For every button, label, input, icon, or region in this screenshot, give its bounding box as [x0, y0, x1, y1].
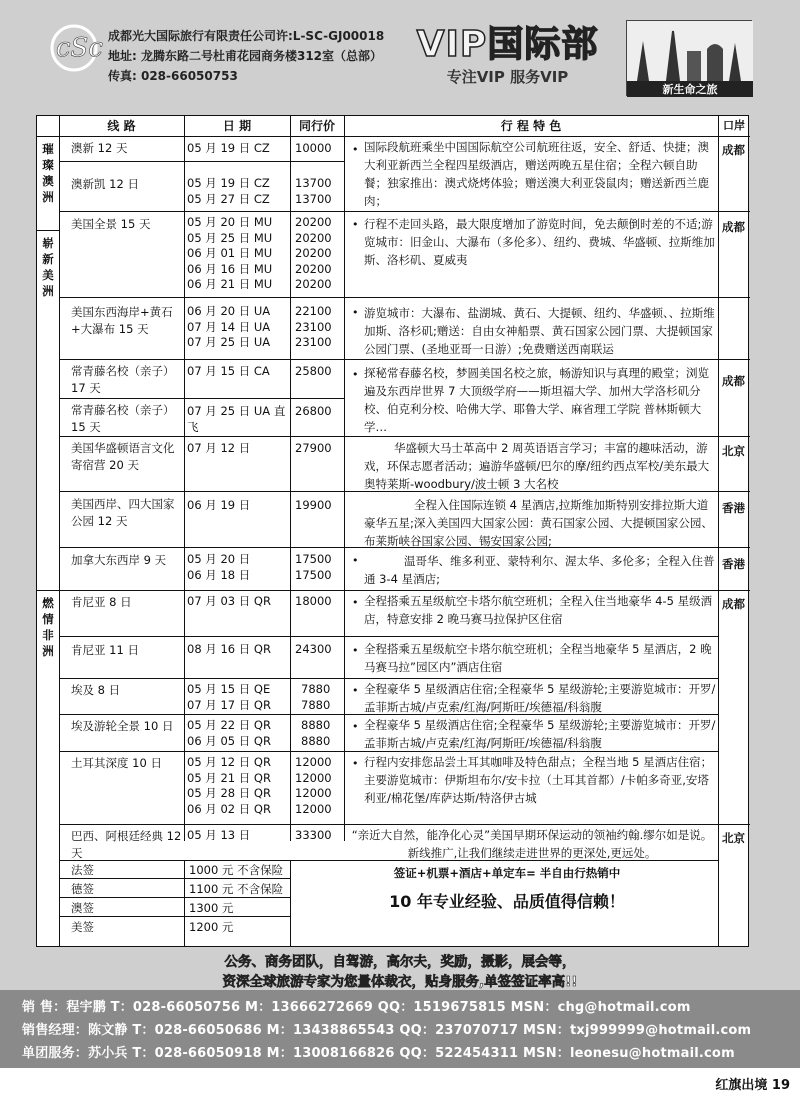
row-divider — [59, 436, 750, 437]
price: 20200 — [295, 277, 332, 291]
price: 12000 — [295, 801, 332, 816]
company-logo-icon — [44, 22, 104, 74]
col-line — [184, 116, 185, 841]
route-dates — [187, 304, 291, 351]
date: 05 月 25 日 MU — [187, 230, 273, 245]
date: 05 月 28 日 QR — [187, 786, 271, 800]
route-feature: 全程豪华 5 星级酒店住宿;全程豪华 5 星级游轮;主要游览城市：开罗/孟菲斯古城/卢克索/红海/阿斯旺/埃德福/科翁腹 — [364, 718, 716, 750]
date: 07 月 12 日 — [187, 441, 251, 455]
visa-name: 德签 — [71, 882, 94, 896]
travel-logo-text: 新生命之旅 — [662, 83, 718, 96]
travel-logo — [626, 20, 752, 96]
vip-title: VIP国际部 — [416, 24, 599, 65]
header-date: 日 期 — [222, 119, 252, 133]
bullet: • — [352, 757, 359, 770]
price: 7880 — [301, 682, 331, 696]
price: 8880 — [301, 733, 331, 748]
route-port: 香港 — [722, 557, 745, 571]
route-dates — [187, 594, 291, 610]
route-feature: 温哥华、维多利亚、蒙特利尔、渥太华、多伦多；全程入住普通 3-4 星酒店; — [364, 554, 715, 586]
price: 18000 — [295, 594, 332, 608]
route-prices — [295, 828, 342, 844]
bullet: • — [352, 644, 359, 657]
row-divider — [59, 491, 750, 492]
price: 8880 — [301, 718, 331, 732]
row-divider — [59, 824, 750, 825]
route-dates — [187, 682, 291, 713]
price: 24300 — [295, 642, 332, 656]
route-dates — [187, 215, 291, 293]
route-name: 美国东西海岸+黄石+大瀑布 15 天 — [71, 305, 173, 336]
row-divider — [59, 547, 750, 548]
bullet: • — [352, 368, 359, 381]
row-divider — [59, 714, 718, 715]
route-feature: “亲近大自然，能净化心灵”美国早期环保运动的领袖约翰.缪尔如是说。新线推广,让我们继续走进世界的更深处,更远处。 — [351, 828, 713, 860]
date: 07 月 14 日 UA — [187, 319, 271, 334]
visa-price: 1200 元 — [189, 920, 234, 934]
visa-row — [59, 900, 290, 917]
company-info — [108, 26, 384, 86]
route-name: 美国全景 15 天 — [71, 217, 151, 231]
visa-price: 1300 元 — [189, 901, 234, 915]
page-footer: 红旗出境 19 — [715, 1078, 790, 1093]
date: 05 月 15 日 QE — [187, 682, 271, 696]
contact-manager: 销售经理：陈文静 T：028-66050686 M：13438865543 QQ：237070717 MSN：txj999999@hotmail.com — [22, 1023, 752, 1038]
price: 17500 — [295, 567, 332, 582]
route-prices — [295, 552, 342, 583]
row-divider — [59, 211, 750, 212]
route-name: 土耳其深度 10 日 — [71, 756, 162, 770]
route-feature: 全程豪华 5 星级酒店住宿;全程豪华 5 星级游轮;主要游览城市：开罗/孟菲斯古城/卢克索/红海/阿斯旺/埃德福/科翁腹 — [364, 682, 716, 714]
price: 13700 — [295, 176, 332, 190]
visa-row — [59, 881, 290, 898]
visa-price: 1000 元 不含保险 — [189, 863, 284, 877]
date: 06 月 19 日 — [187, 498, 251, 512]
row-divider — [59, 297, 750, 298]
route-feature: 行程不走回头路，最大限度增加了游览时间，免去颠倒时差的不适;游览城市：旧金山、大瀑布（多伦多）、纽约、费城、华盛顿、拉斯维加斯、洛杉矶、夏威夷 — [364, 217, 715, 267]
col-line — [344, 116, 345, 841]
route-name: 美国华盛顿语言文化寄宿营 20 天 — [71, 441, 175, 472]
route-feature: 探秘常春藤名校，梦圆美国名校之旅，畅游知识与真理的殿堂；浏览遍及东西岸世界 7 大顶级学府——斯坦福大学、加州大学洛杉矶分校、伯克利分校、哈佛大学、耶鲁大学、麻省理工学院 普林斯顿大学… — [364, 366, 709, 434]
contact-bar — [0, 990, 800, 1068]
route-port: 北京 — [722, 831, 745, 845]
visa-name: 法签 — [71, 863, 94, 877]
bullet: • — [352, 684, 359, 697]
date: 06 月 01 日 MU — [187, 246, 273, 260]
route-prices — [295, 441, 342, 457]
bullet: • — [352, 218, 359, 231]
price: 10000 — [295, 141, 332, 155]
visa-row — [59, 862, 290, 879]
date: 05 月 12 日 QR — [187, 755, 271, 769]
route-name: 肯尼亚 8 日 — [71, 595, 132, 609]
route-dates — [187, 404, 291, 435]
row-divider — [59, 161, 344, 162]
row-divider — [59, 678, 718, 679]
row-divider — [59, 590, 750, 591]
col-line — [718, 116, 719, 946]
route-dates — [187, 718, 291, 749]
bullet: • — [352, 554, 359, 567]
route-prices — [295, 215, 342, 293]
visa-note: 签证+机票+酒店+单定车= 半自由行热销中 — [393, 866, 621, 880]
route-name: 加拿大东西岸 9 天 — [71, 553, 167, 567]
route-name: 埃及游轮全景 10 日 — [71, 719, 174, 733]
price: 27900 — [295, 441, 332, 455]
route-prices — [295, 176, 342, 207]
route-prices — [295, 404, 342, 420]
header-price: 同行价 — [298, 119, 335, 133]
price: 7880 — [301, 697, 331, 712]
route-name: 澳新 12 天 — [71, 141, 128, 155]
price: 12000 — [295, 770, 332, 785]
price: 20200 — [295, 261, 332, 276]
route-dates — [187, 552, 291, 583]
route-dates — [187, 498, 291, 514]
date: 07 月 15 日 CA — [187, 364, 270, 378]
price: 25800 — [295, 364, 332, 378]
route-name: 肯尼亚 11 日 — [71, 643, 139, 657]
route-prices — [295, 682, 342, 713]
contact-group: 单团服务：苏小兵 T：028-66050918 M：13008166826 QQ：522454311 MSN：leonesu@hotmail.com — [22, 1046, 735, 1061]
route-feature: 行程内安排您品尝土耳其咖啡及特色甜点；全程当地 5 星酒店住宿；主要游览城市：伊斯坦布尔/安卡拉（土耳其首都）/卡帕多奇亚,安塔利亚/棉花堡/库萨达斯/特洛伊古城 — [364, 755, 713, 805]
route-feature: 华盛顿大马士革高中 2 周英语语言学习；丰富的趣味活动，游戏，环保志愿者活动；遍游华盛顿/巴尔的摩/纽约西点军校/美东最大奥特莱斯-woodbury/波士顿 3 大名校 — [364, 441, 710, 491]
price: 12000 — [295, 786, 332, 800]
visa-price: 1100 元 不含保险 — [189, 882, 284, 896]
price: 19900 — [295, 498, 332, 512]
price: 12000 — [295, 755, 332, 769]
visa-name: 澳签 — [71, 901, 94, 915]
col-line — [290, 860, 291, 946]
bullet: • — [352, 143, 359, 156]
row-divider — [59, 860, 718, 861]
price: 20200 — [295, 246, 332, 260]
date: 05 月 19 日 CZ — [187, 176, 270, 190]
route-name: 巴西、阿根廷经典 12 天 — [71, 829, 182, 860]
route-dates — [187, 176, 291, 207]
route-dates — [187, 755, 291, 817]
date: 06 月 16 日 MU — [187, 261, 273, 276]
route-dates — [187, 141, 291, 157]
route-port: 香港 — [722, 501, 745, 515]
route-port: 成都 — [722, 143, 745, 157]
date: 05 月 22 日 QR — [187, 718, 271, 732]
visa-slogan: 10 年专业经验、品质值得信赖！ — [389, 892, 625, 911]
date: 06 月 05 日 QR — [187, 733, 271, 748]
price: 22100 — [295, 304, 332, 318]
row-divider — [59, 359, 750, 360]
price: 13700 — [295, 191, 332, 206]
route-prices — [295, 364, 342, 380]
route-dates — [187, 364, 291, 380]
price: 33300 — [295, 828, 332, 842]
region-australia: 璀璨澳洲 — [37, 137, 59, 231]
route-prices — [295, 304, 342, 351]
date: 06 月 02 日 QR — [187, 801, 271, 816]
bullet: • — [352, 306, 359, 319]
company-fax: 传真: 028-66050753 — [108, 69, 238, 83]
price: 23100 — [295, 335, 332, 349]
route-name: 澳新凯 12 日 — [71, 177, 139, 191]
row-divider — [59, 636, 718, 637]
route-name: 美国西岸、四大国家公园 12 天 — [71, 497, 175, 528]
promo-line-1: 公务、商务团队，自驾游，高尔夫，奖励，摄影，展会等， — [224, 954, 576, 970]
date: 07 月 25 日 UA 直飞 — [187, 404, 286, 434]
header-route: 线 路 — [107, 119, 136, 133]
header-port: 口岸 — [723, 119, 745, 132]
date: 06 月 20 日 UA — [187, 304, 271, 318]
route-feature: 全程入住国际连锁 4 星酒店,拉斯维加斯特别安排拉斯大道豪华五星;深入美国四大国家公园：黄石国家公园、大提顿国家公园、布莱斯峡谷国家公园、锡安国家公园; — [364, 498, 713, 548]
landmarks-icon — [627, 21, 753, 97]
date: 05 月 27 日 CZ — [187, 191, 270, 206]
route-prices — [295, 594, 342, 610]
price: 23100 — [295, 319, 332, 334]
route-dates — [187, 441, 291, 457]
date: 07 月 25 日 UA — [187, 335, 271, 349]
price: 20200 — [295, 230, 332, 245]
price: 26800 — [295, 404, 332, 418]
header-feature: 行 程 特 色 — [500, 119, 562, 133]
company-name: 成都光大国际旅行有限责任公司许:L-SC-GJ00018 — [108, 29, 385, 43]
route-prices — [295, 718, 342, 749]
promo-line-2: 资深全球旅游专家为您量体裁衣，贴身服务,单签签证率高!! — [222, 974, 578, 990]
route-feature: 国际段航班乘坐中国国际航空公司航班往返，安全、舒适、快捷；澳大利亚新西兰全程四星级酒店，赠送两晚五星住宿；全程六顿自助餐；独家推出：澳式烧烤体验；赠送澳大利亚袋鼠肉；赠送新西兰鹿肉； — [364, 140, 709, 208]
date: 05 月 13 日 — [187, 828, 251, 842]
route-name: 常青藤名校（亲子）15 天 — [71, 403, 175, 434]
route-prices — [295, 642, 342, 658]
bullet: • — [352, 596, 359, 609]
date: 05 月 19 日 CZ — [187, 141, 270, 155]
route-table — [36, 115, 749, 947]
route-name: 埃及 8 日 — [71, 683, 121, 697]
svg-text:cSc: cSc — [56, 33, 103, 63]
route-prices — [295, 755, 342, 817]
vip-slogan: 专注VIP 服务VIP — [446, 68, 569, 86]
table-header — [37, 116, 750, 137]
route-port: 成都 — [722, 374, 745, 388]
route-port: 北京 — [722, 444, 745, 458]
route-feature: 全程搭乘五星级航空卡塔尔航空班机；全程当地豪华 5 星酒店，2 晚马赛马拉”园区内”酒店住宿 — [364, 642, 712, 674]
company-address: 地址: 龙腾东路二号杜甫花园商务楼312室（总部） — [108, 49, 383, 63]
route-dates — [187, 828, 291, 844]
route-feature: 游览城市：大瀑布、盐湖城、黄石、大提顿、纽约、华盛顿、、拉斯维加斯、洛杉矶;赠送：自由女神船票、黄石国家公园门票、大提顿国家公园门票、(圣地亚哥一日游）;免费赠送西南联运 — [364, 306, 715, 356]
route-prices — [295, 141, 342, 157]
route-feature: 全程搭乘五星级航空卡塔尔航空班机；全程入住当地豪华 4-5 星级酒店，特意安排 2 晚马赛马拉保护区住宿 — [364, 594, 713, 626]
date: 05 月 20 日 MU — [187, 215, 273, 229]
date: 06 月 21 日 MU — [187, 277, 273, 291]
visa-row — [59, 919, 290, 936]
date: 08 月 16 日 QR — [187, 642, 271, 656]
date: 07 月 17 日 QR — [187, 697, 271, 712]
route-port: 成都 — [722, 597, 745, 611]
route-prices — [295, 498, 342, 514]
date: 05 月 20 日 — [187, 552, 251, 566]
bullet: • — [352, 720, 359, 733]
date: 07 月 03 日 QR — [187, 594, 271, 608]
route-dates — [187, 642, 291, 658]
visa-name: 美签 — [71, 920, 94, 934]
contact-sales: 销 售：程宇鹏 T：028-66050756 M：13666272669 QQ：1519675815 MSN：chg@hotmail.com — [22, 1000, 691, 1015]
row-divider — [59, 751, 718, 752]
date: 06 月 18 日 — [187, 567, 251, 582]
date: 05 月 21 日 QR — [187, 770, 271, 785]
region-america: 崭新美洲 — [37, 231, 59, 591]
route-name: 常青藤名校（亲子）17 天 — [71, 364, 175, 395]
route-port: 成都 — [722, 220, 745, 234]
price: 17500 — [295, 552, 332, 566]
price: 20200 — [295, 215, 332, 229]
row-divider — [59, 398, 344, 399]
col-line — [59, 116, 60, 946]
region-africa: 燃情非洲 — [42, 596, 54, 658]
